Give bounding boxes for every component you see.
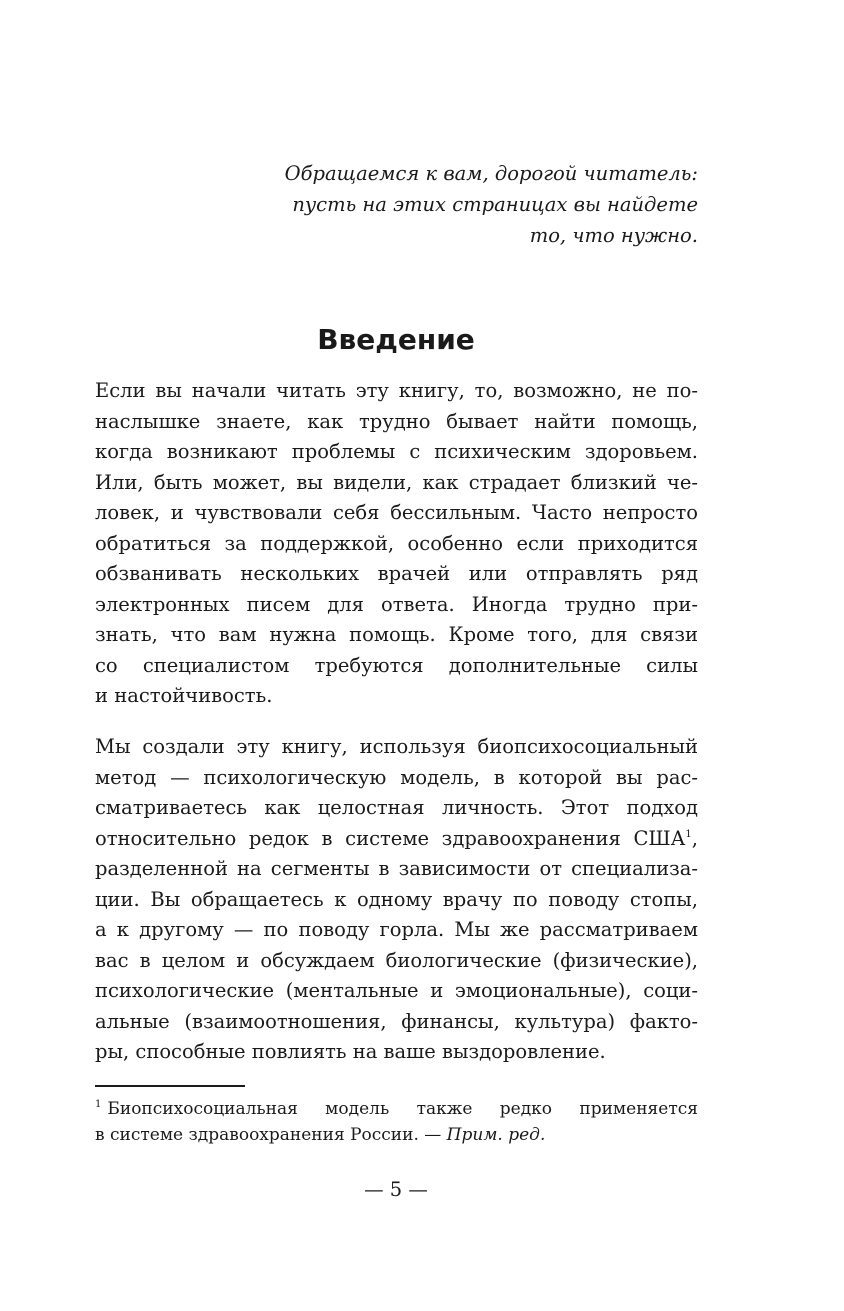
page-number: — 5 — (364, 1178, 428, 1201)
text-line: а к другому — по поводу горла. Мы же рассматриваем (95, 918, 698, 941)
epigraph-line: Обращаемся к вам, дорогой читатель: (284, 162, 698, 185)
text-line: Или, быть может, вы видели, как страдает близкий че- (95, 470, 698, 494)
footnote-line (95, 1122, 698, 1148)
text-line: вас в целом и обсуждаем биологические (физические), (95, 948, 698, 972)
text-line: альные (взаимоотношения, финансы, культура) факто- (95, 1009, 698, 1033)
text-line: ры, способные повлиять на ваше выздоровление. (95, 1040, 606, 1063)
text-line: ловек, и чувствовали себя бессильным. Часто непросто (95, 501, 698, 524)
footnote-reference[interactable]: 1 (685, 828, 692, 840)
text-line: ции. Вы обращаетесь к одному врачу по поводу стопы, (95, 887, 698, 911)
text-line: обзванивать нескольких врачей или отправлять ряд (95, 562, 698, 585)
text-line-with-footnote (95, 824, 698, 855)
text-line: сматриваетесь как целостная личность. Этот подход (95, 796, 698, 819)
footnote-line (95, 1096, 698, 1122)
footnote-text: Биопсихосоциальная модель также редко применяется (107, 1099, 698, 1119)
text-line: Если вы начали читать эту книгу, то, возможно, не по- (95, 379, 698, 402)
footnote (95, 1096, 698, 1148)
epigraph (200, 158, 698, 251)
text-line: наслышке знаете, как трудно бывает найти помощь, (95, 409, 698, 433)
text-segment: относительно редок в системе здравоохранения США (95, 826, 686, 850)
text-line: обратиться за поддержкой, особенно если приходится (95, 531, 698, 555)
epigraph-line: пусть на этих страницах вы найдете (292, 193, 698, 216)
paragraph-1 (95, 376, 698, 712)
editor-note-label: Прим. ред. (446, 1125, 546, 1145)
paragraph-2 (95, 732, 698, 1068)
footnote-divider (95, 1085, 245, 1087)
text-line: знать, что вам нужна помощь. Кроме того, для связи (95, 623, 698, 646)
text-line: разделенной на сегменты в зависимости от специализа- (95, 857, 698, 880)
chapter-title: Введение (317, 323, 475, 356)
text-line: когда возникают проблемы с психическим здоровьем. (95, 440, 698, 463)
footnote-marker: 1 (95, 1099, 102, 1110)
footnote-text: в системе здравоохранения России. — (95, 1125, 447, 1145)
text-line: со специалистом требуются дополнительные силы (95, 653, 698, 677)
epigraph-line: то, что нужно. (529, 224, 698, 247)
text-line: психологические (ментальные и эмоциональные), соци- (95, 979, 698, 1002)
text-line: Мы создали эту книгу, используя биопсихосоциальный (95, 735, 698, 758)
text-line: электронных писем для ответа. Иногда трудно при- (95, 592, 698, 616)
text-line: метод — психологическую модель, в которой вы рас- (95, 765, 698, 789)
text-segment: , (691, 826, 698, 850)
text-line: и настойчивость. (95, 684, 273, 707)
